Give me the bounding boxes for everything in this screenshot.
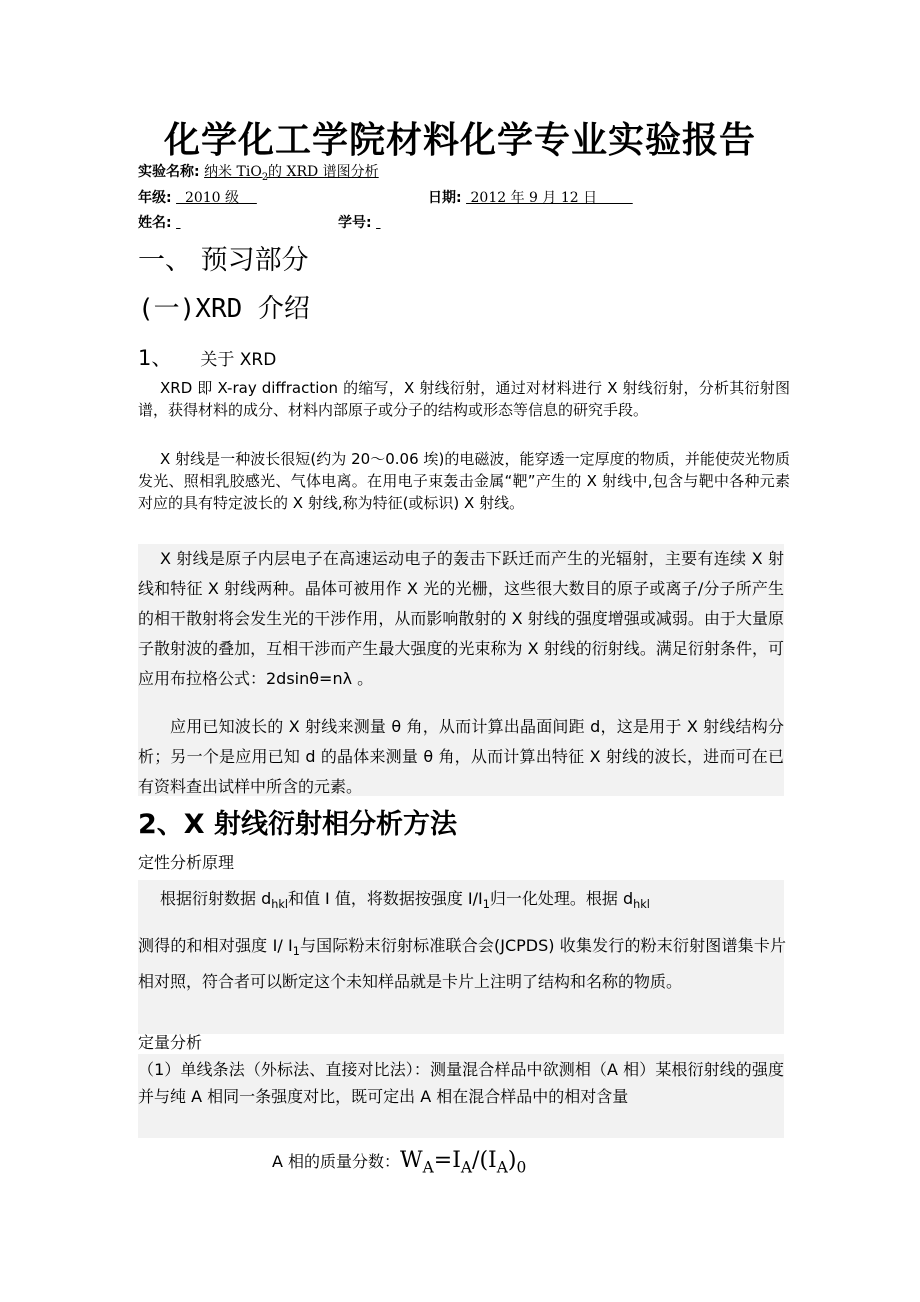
date-label: 日期: xyxy=(428,190,462,206)
paragraph-xray-origin: X 射线是原子内层电子在高速运动电子的轰击下跃迁而产生的光辐射，主要有连续 X 射线和特征 X 射线两种。晶体可被用作 X 光的光栅，这些很大数目的原子或离子/分子所产生的相干散射将会发生光的干涉作用，从而影响散射的 X 射线的强度增强或减弱。由于大量原子散射波的叠加，互相干涉而产生最大强度的光束称为 X 射线的衍射线。满足衍射条件，可应用布拉格公式：2dsinθ=nλ 。 xyxy=(138,549,784,688)
paragraph-theta-angle: 应用已知波长的 X 射线来测量 θ 角，从而计算出晶面间距 d，这是用于 X 射线结构分析；另一个是应用已知 d 的晶体来测量 θ 角，从而计算出特征 X 射线的波长，进而可在已有资料查出试样中所含的元素。 xyxy=(138,717,784,796)
grade-label: 年级: xyxy=(138,190,172,206)
experiment-name: 纳米 TiO$_2$的 XRD 谱图分析 xyxy=(204,164,379,183)
quantitative-label: 定量分析 xyxy=(138,1033,203,1052)
name-value xyxy=(176,215,180,231)
heading-sub1-label: 关于 XRD xyxy=(200,350,277,370)
heading-section2: 2、X 射线衍射相分析方法 xyxy=(138,809,458,840)
name-row xyxy=(138,214,181,232)
paragraph-qualitative-1: 根据衍射数据 $d_{hkl}$和值 I 值，将数据按强度 $I/I_1$归一化处理。根据 $d_{hkl}$ xyxy=(160,889,650,912)
grade-row xyxy=(138,189,257,207)
grade-value: 2010 级 xyxy=(176,190,257,206)
heading-sub1-number: 1、 xyxy=(138,346,173,370)
experiment-label: 实验名称: xyxy=(138,164,200,180)
formula-label: A 相的质量分数： xyxy=(272,1152,401,1171)
formula-expression: $W_A=I_A/(I_A)_0$ xyxy=(400,1148,527,1177)
experiment-name-row xyxy=(138,163,379,187)
id-row xyxy=(338,214,381,232)
paragraph-xray-nature: X 射线是一种波长很短(约为 20～0.06 埃)的电磁波，能穿透一定厚度的物质，并能使荧光物质发光、照相乳胶感光、气体电离。在用电子束轰击金属“靶”产生的 X 射线中,包含与靶中各种元素对应的具有特定波长的 X 射线,称为特征(或标识) X 射线。 xyxy=(138,450,790,512)
name-label: 姓名: xyxy=(138,215,172,231)
heading-sub1 xyxy=(138,342,276,372)
mass-fraction-formula xyxy=(272,1148,526,1176)
heading-section1: (一)XRD 介绍 xyxy=(138,294,310,324)
date-row xyxy=(428,189,633,207)
id-label: 学号: xyxy=(338,215,372,231)
id-value xyxy=(376,215,380,231)
paragraph-xrd-definition: XRD 即 X-ray diffraction 的缩写，X 射线衍射，通过对材料进行 X 射线衍射，分析其衍射图谱，获得材料的成分、材料内部原子或分子的结构或形态等信息的研究手段。 xyxy=(138,379,790,419)
report-title: 化学化工学院材料化学专业实验报告 xyxy=(163,120,756,161)
heading-part1: 一、 预习部分 xyxy=(138,245,309,276)
qualitative-label: 定性分析原理 xyxy=(138,853,235,872)
paragraph-qualitative-2: 测得的和相对强度 I/ $I_1$与国际粉末衍射标准联合会(JCPDS) 收集发行的粉末衍射图谱集卡片相对照，符合者可以断定这个未知样品就是卡片上注明了结构和名称的物质。 xyxy=(138,936,786,992)
date-value: 2012 年 9 月 12 日 xyxy=(466,190,633,206)
paragraph-single-line-method: （1）单线条法（外标法、直接对比法）：测量混合样品中欲测相（A 相）某根衍射线的强度并与纯 A 相同一条强度对比，既可定出 A 相在混合样品中的相对含量 xyxy=(138,1060,784,1106)
